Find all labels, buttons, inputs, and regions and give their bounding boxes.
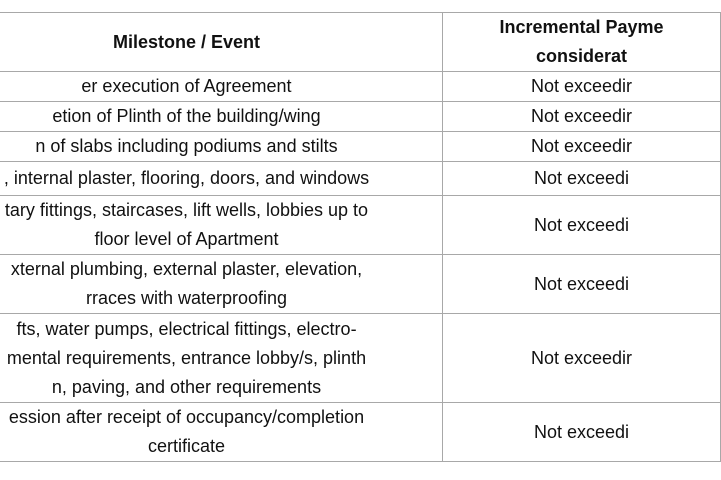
payment-header-line-2: considerat xyxy=(535,46,628,66)
milestone-text: fts, water pumps, electrical fittings, electro- xyxy=(16,318,357,339)
table-row xyxy=(0,196,721,255)
milestone-cell xyxy=(0,72,443,102)
milestone-text: , internal plaster, flooring, doors, and windows xyxy=(3,168,370,188)
payment-schedule-table xyxy=(0,12,721,462)
table-row xyxy=(0,314,721,403)
milestone-header: Milestone / Event xyxy=(0,13,443,72)
milestone-text: ession after receipt of occupancy/completion xyxy=(8,407,365,427)
payment-cell: Not exceedi xyxy=(443,196,721,255)
milestone-text: xternal plumbing, external plaster, elevation, xyxy=(10,259,363,279)
milestone-cell xyxy=(0,102,443,132)
milestone-text: tary fittings, staircases, lift wells, lobbies up to xyxy=(4,200,369,220)
payment-header-line-1: Incremental Payme xyxy=(499,17,664,37)
milestone-cell xyxy=(0,403,443,462)
milestone-cell xyxy=(0,196,443,255)
payment-cell: Not exceedir xyxy=(443,314,721,403)
milestone-text: n, paving, and other requirements xyxy=(51,376,322,397)
payment-cell: Not exceedi xyxy=(443,403,721,462)
milestone-text: er execution of Agreement xyxy=(81,76,292,96)
payment-cell: Not exceedir xyxy=(443,132,721,162)
milestone-text: certificate xyxy=(147,436,226,456)
milestone-cell xyxy=(0,255,443,314)
milestone-cell xyxy=(0,314,443,403)
milestone-cell xyxy=(0,162,443,196)
milestone-text: floor level of Apartment xyxy=(94,229,279,249)
table-row xyxy=(0,162,721,196)
payment-cell: Not exceedir xyxy=(443,72,721,102)
milestone-cell xyxy=(0,132,443,162)
table-row xyxy=(0,403,721,462)
payment-cell: Not exceedi xyxy=(443,255,721,314)
table-header-row xyxy=(0,13,721,72)
milestone-text: n of slabs including podiums and stilts xyxy=(35,136,338,156)
table-row xyxy=(0,102,721,132)
payment-cell: Not exceedir xyxy=(443,102,721,132)
milestone-text: mental requirements, entrance lobby/s, plinth xyxy=(6,347,367,368)
payment-header xyxy=(443,13,721,72)
milestone-text: rraces with waterproofing xyxy=(85,288,288,308)
table-row xyxy=(0,72,721,102)
payment-cell: Not exceedi xyxy=(443,162,721,196)
table-row xyxy=(0,255,721,314)
milestone-text: etion of Plinth of the building/wing xyxy=(52,106,321,126)
table-row xyxy=(0,132,721,162)
